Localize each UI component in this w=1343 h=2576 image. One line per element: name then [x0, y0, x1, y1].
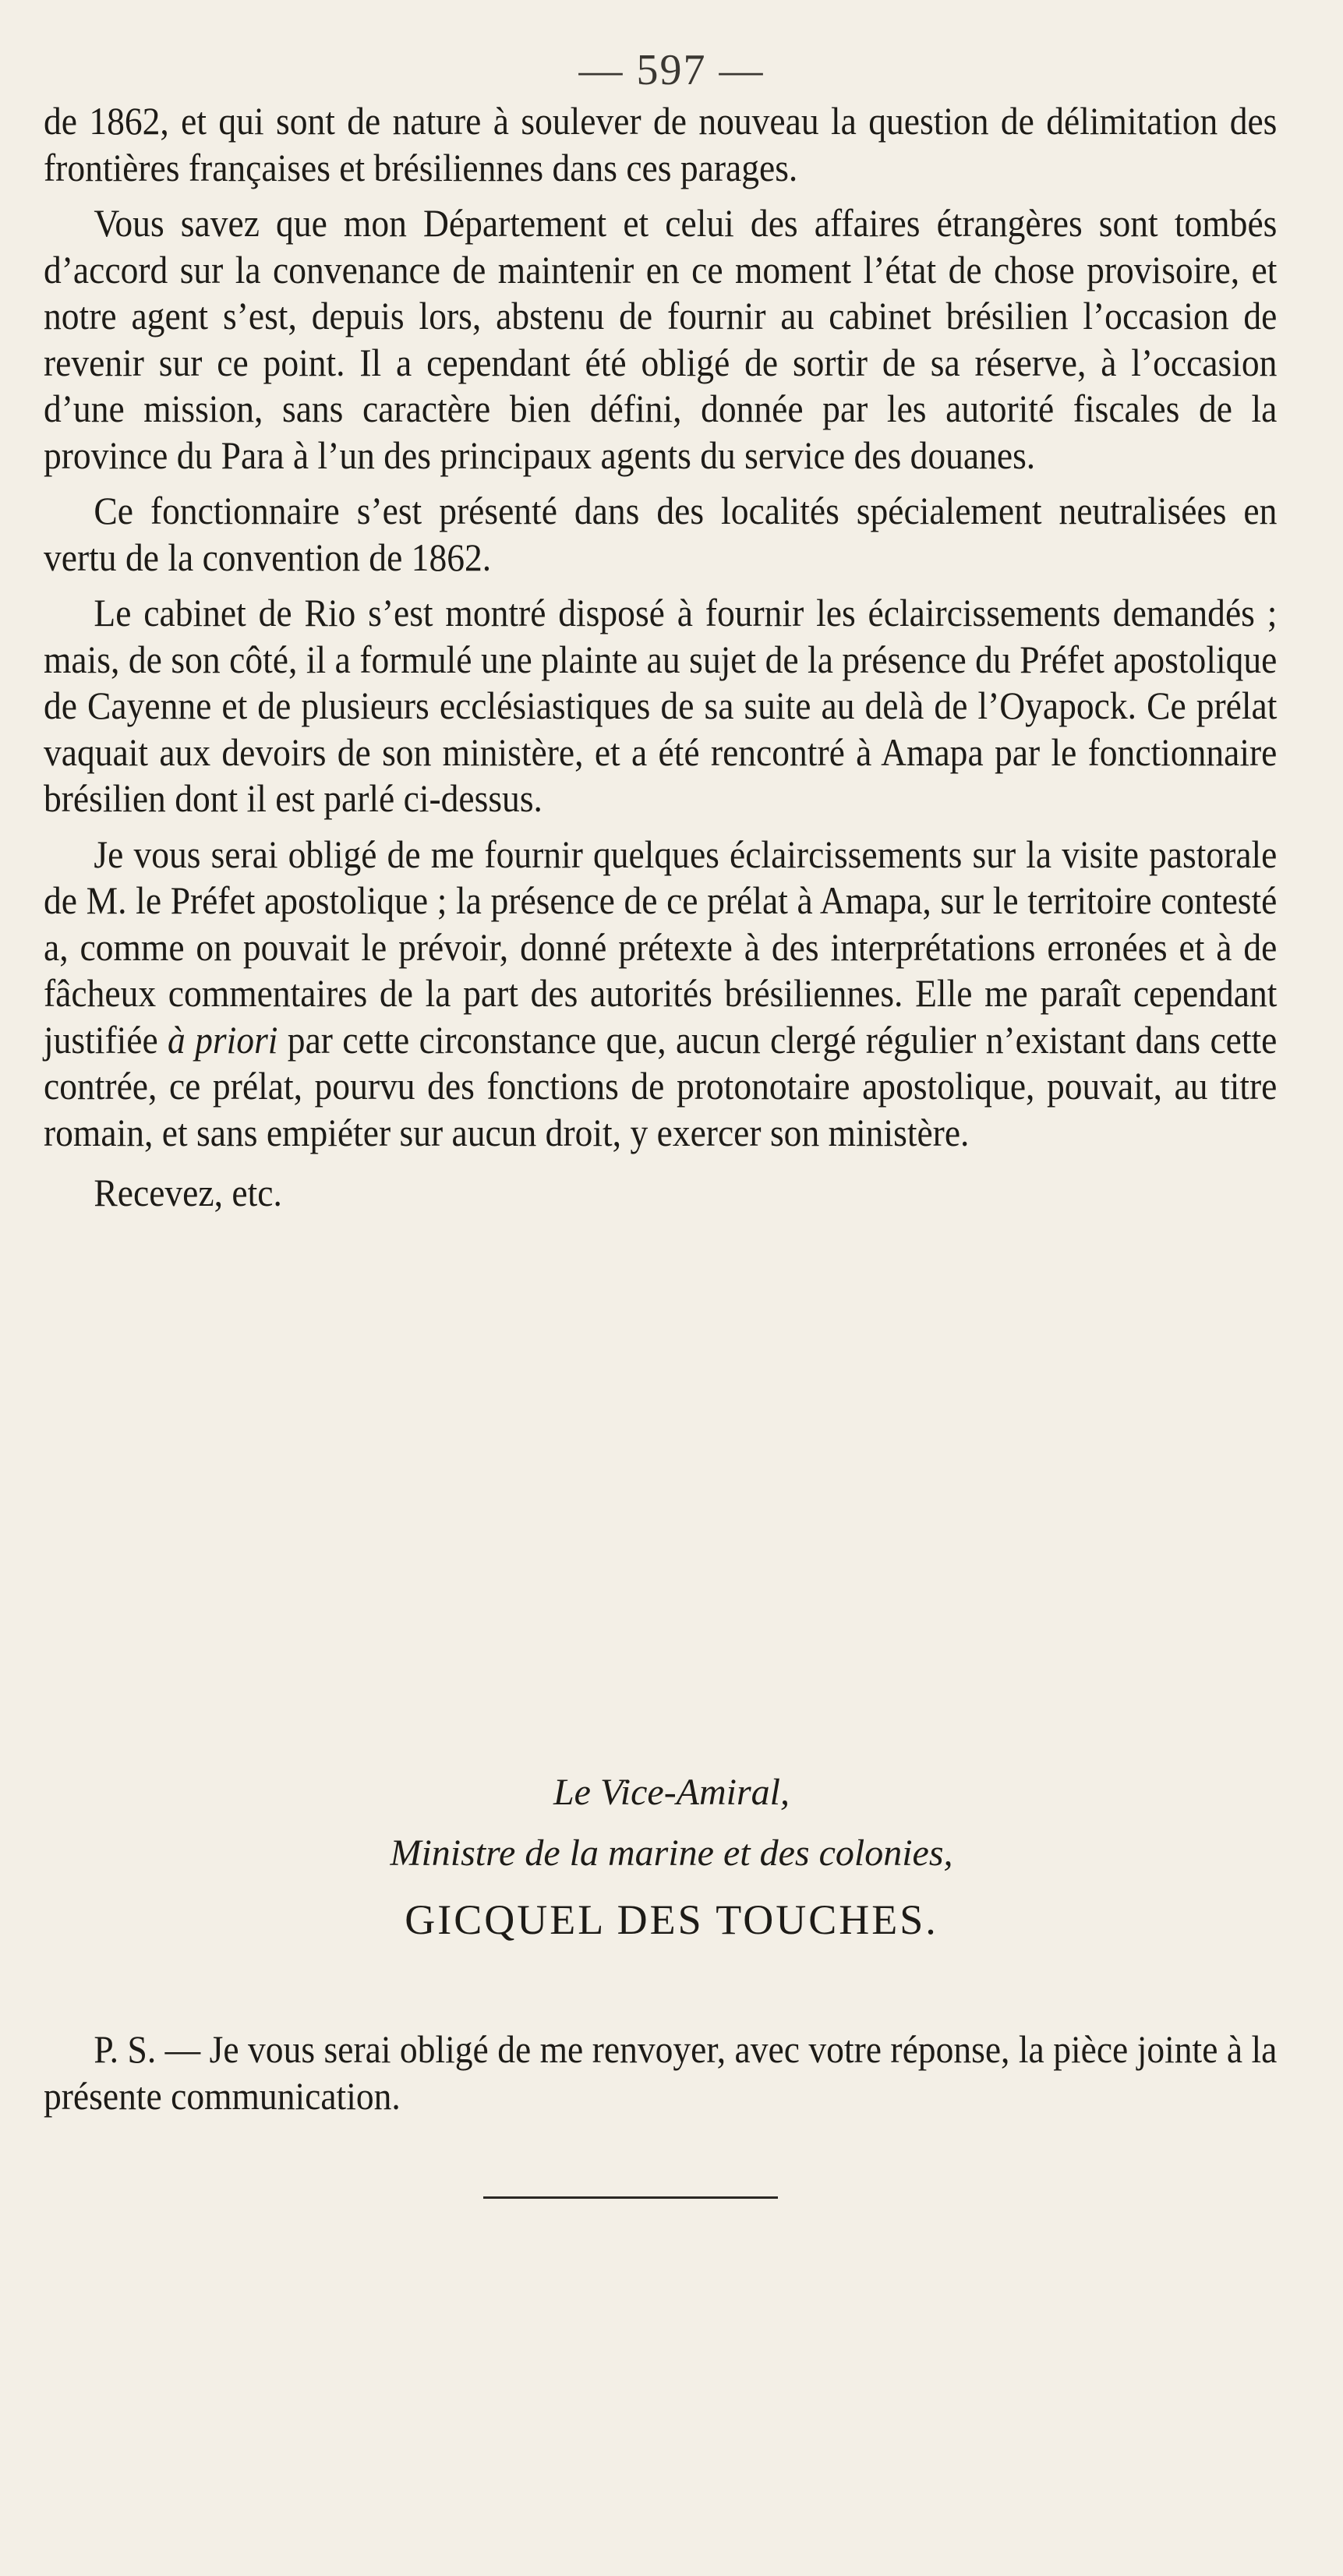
paragraph-5-text-a: Je vous serai obligé de me fournir quelques éclaircissements sur la visite pastorale de M. le Préfet apostolique ; la présence de ce prélat à Amapa, sur le territoire contesté a, comme on pouvait le prévoir, donné prétexte à des interprétations erronées et à de fâcheux commentaires de la part des autorités brésiliennes. Elle me paraît cependant justifiée — [44, 832, 1278, 1062]
paragraph-5-italic: à priori — [168, 1018, 278, 1062]
paragraph-5-text-b: par cette circonstance que, aucun clergé régulier n’existant dans cette contrée, ce prélat, pourvu des fonctions de protonotaire apostolique, pouvait, au titre romain, et sans empiéter sur aucun droit, y exercer son ministère. — [44, 1018, 1278, 1154]
paragraph-1: de 1862, et qui sont de nature à soulever de nouveau la question de délimitation des frontières françaises et brésiliennes dans ces parages. — [44, 100, 1278, 189]
paragraph-5 — [44, 832, 1277, 1157]
paragraph-3: Ce fonctionnaire s’est présenté dans des localités spécialement neutralisées en vertu de la convention de 1862. — [44, 489, 1278, 579]
signature-name: GICQUEL DES TOUCHES. — [405, 1896, 938, 1943]
letter-body — [44, 98, 1277, 1226]
paragraph-4: Le cabinet de Rio s’est montré disposé à fournir les éclaircissements demandés ; mais, de son côté, il a formulé une plainte au sujet de la présence du Préfet apostolique de Cayenne et de plusieurs ecclésiastiques de sa suite au delà de l’Oyapock. Ce prélat vaquait aux devoirs de son ministère, et a été rencontré à Amapa par le fonctionnaire brésilien dont il est parlé ci-dessus. — [44, 592, 1278, 820]
closing-rule — [483, 2196, 778, 2199]
page-number: — 597 — — [578, 46, 765, 94]
postscript: P. S. — Je vous serai obligé de me renvoyer, avec votre réponse, la pièce jointe à la présente communication. — [44, 2028, 1278, 2118]
signature-role: Ministre de la marine et des colonies, — [390, 1832, 953, 1874]
signature-title: Le Vice-Amiral, — [553, 1772, 790, 1813]
paragraph-2: Vous savez que mon Département et celui des affaires étrangères sont tombés d’accord sur la convenance de maintenir en ce moment l’état de chose provisoire, et notre agent s’est, depuis lors, abstenu de fournir au cabinet brésilien l’occasion de revenir sur ce point. Il a cependant été obligé de sortir de sa réserve, à l’occasion d’une mission, sans caractère bien défini, donnée par les autorité fiscales de la province du Para à l’un des principaux agents du service des douanes. — [44, 202, 1278, 477]
closing-formula: Recevez, etc. — [94, 1171, 282, 1214]
